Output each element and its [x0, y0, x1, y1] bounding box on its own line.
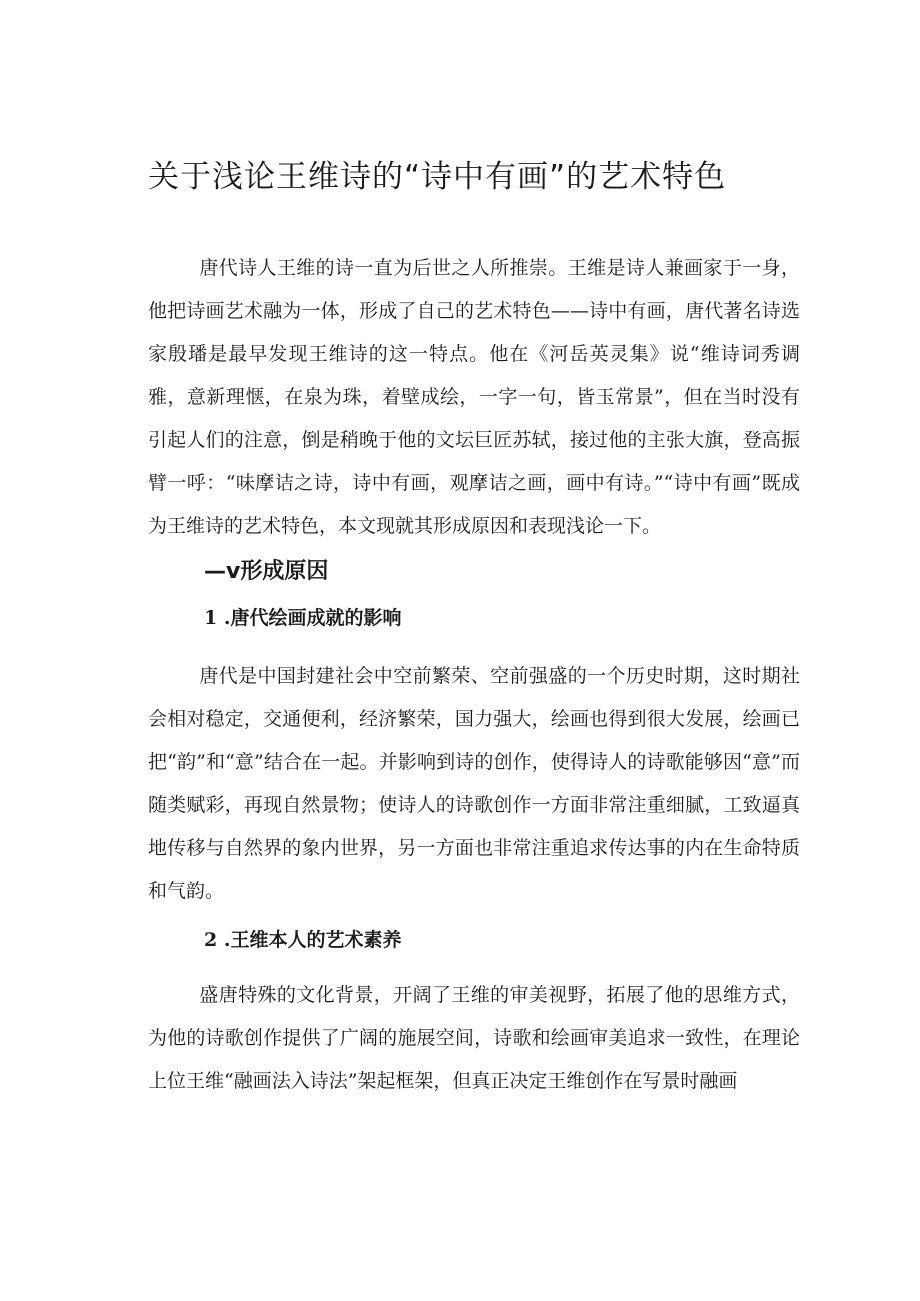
- subsection-heading-wangwei-artistry: 2 .王维本人的艺术素养: [204, 929, 402, 951]
- intro-paragraph: 唐代诗人王维的诗一直为后世之人所推崇。王维是诗人兼画家于一身，他把诗画艺术融为一体，形成了自己的艺术特色——诗中有画，唐代著名诗选家殷璠是最早发现王维诗的这一特点。他在《河岳英灵集》说“维诗词秀调雅，意新理惬，在泉为珠，着壁成绘，一字一句，皆玉常景”，但在当时没有引起人们的注意，倒是稍晚于他的文坛巨匠苏轼，接过他的主张大旗，登高振臂一呼：“味摩诘之诗，诗中有画，观摩诘之画，画中有诗。”“诗中有画”既成为王维诗的艺术特色，本文现就其形成原因和表现浅论一下。: [148, 257, 800, 537]
- subsection-heading-tang-painting: 1 .唐代绘画成就的影响: [204, 607, 402, 629]
- wangwei-artistry-paragraph: 盛唐特殊的文化背景，开阔了王维的审美视野，拓展了他的思维方式，为他的诗歌创作提供了广阔的施展空间，诗歌和绘画审美追求一致性，在理论上位王维“融画法入诗法”架起框架，但真正决定王维创作在写景时融画: [148, 984, 800, 1092]
- document-title: 关于浅论王维诗的“诗中有画”的艺术特色: [148, 159, 727, 195]
- tang-painting-paragraph: 唐代是中国封建社会中空前繁荣、空前强盛的一个历史时期，这时期社会相对稳定，交通便利，经济繁荣，国力强大，绘画也得到很大发展，绘画已把“韵”和“意”结合在一起。并影响到诗的创作，使得诗人的诗歌能够因“意”而随类赋彩，再现自然景物；使诗人的诗歌创作一方面非常注重细腻，工致逼真地传移与自然界的象内世界，另一方面也非常注重追求传达事的内在生命特质和气韵。: [148, 665, 800, 902]
- section-heading-causes: —v形成原因: [204, 559, 329, 584]
